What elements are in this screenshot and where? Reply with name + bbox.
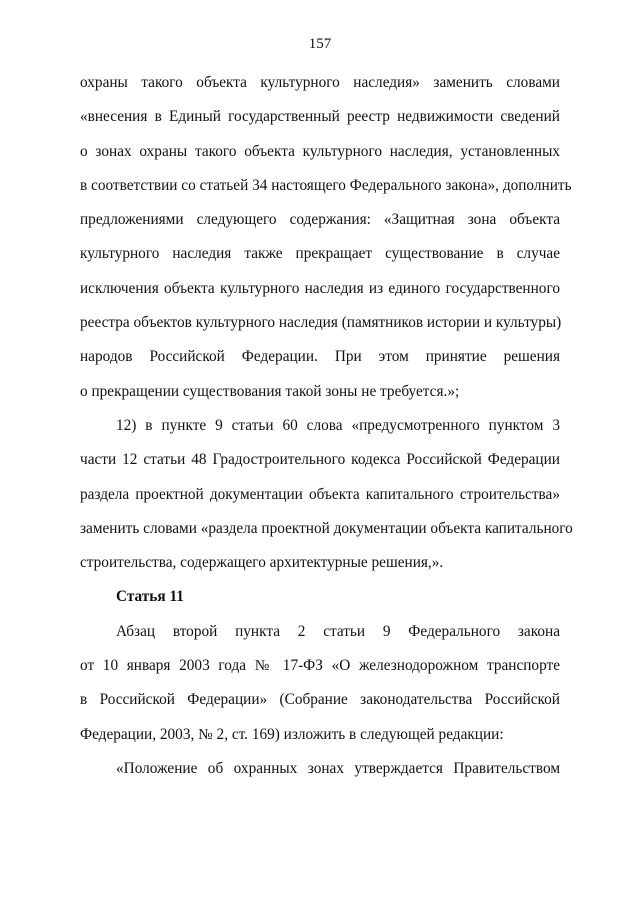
- text-line: в Российской Федерации» (Собрание законодательства Российской: [80, 691, 560, 709]
- text-line: Абзац второй пункта 2 статьи 9 Федерального закона: [116, 622, 560, 640]
- text-line: раздела проектной документации объекта капитального строительства»: [80, 485, 560, 503]
- text-line: исключения объекта культурного наследия из единого государственного: [80, 279, 560, 297]
- text-line: Федерации, 2003, № 2, ст. 169) изложить в следующей редакции:: [80, 725, 504, 743]
- text-line: охраны такого объекта культурного наследия» заменить словами: [80, 74, 560, 91]
- text-line: «Положение об охранных зонах утверждается Правительством: [116, 759, 560, 777]
- text-line: части 12 статьи 48 Градостроительного кодекса Российской Федерации: [80, 451, 560, 469]
- text-line: предложениями следующего содержания: «Защитная зона объекта: [80, 211, 560, 229]
- text-line: 12) в пункте 9 статьи 60 слова «предусмотренного пунктом 3: [116, 416, 560, 434]
- text-line: в соответствии со статьей 34 настоящего Федерального закона», дополнить: [80, 176, 572, 194]
- text-line: о зонах охраны такого объекта культурного наследия, установленных: [80, 142, 560, 160]
- text-line: культурного наследия также прекращает существование в случае: [80, 245, 560, 263]
- document-body: [80, 73, 573, 793]
- article-heading: Статья 11: [116, 588, 184, 606]
- text-line: народов Российской Федерации. При этом принятие решения: [80, 348, 560, 366]
- text-line: «внесения в Единый государственный реестр недвижимости сведений: [80, 108, 560, 126]
- page-number: 157: [308, 36, 332, 52]
- text-line: от 10 января 2003 года № 17-ФЗ «О железнодорожном транспорте: [80, 657, 560, 675]
- text-line: о прекращении существования такой зоны не требуется.»;: [80, 382, 460, 400]
- text-line: заменить словами «раздела проектной документации объекта капитального: [80, 519, 573, 537]
- text-line: строительства, содержащего архитектурные решения,».: [80, 554, 444, 572]
- text-line: реестра объектов культурного наследия (памятников истории и культуры): [80, 314, 562, 332]
